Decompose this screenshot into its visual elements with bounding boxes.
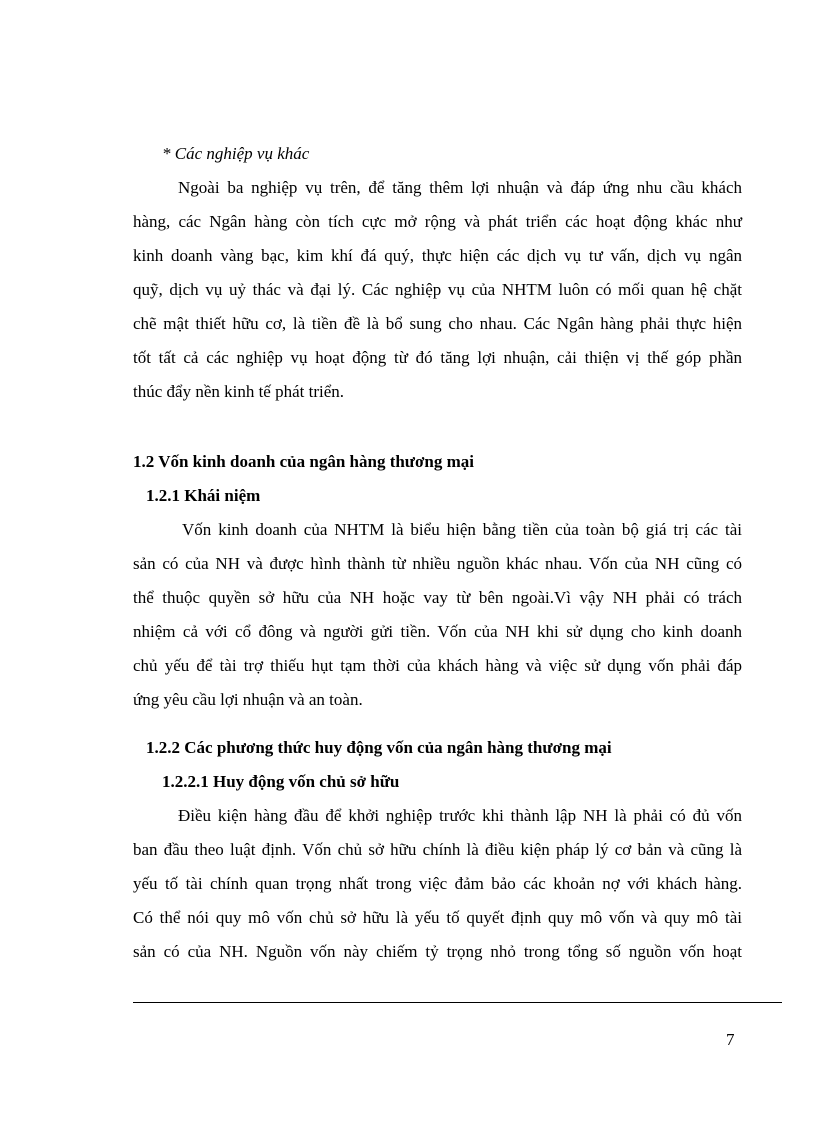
paragraph-line: ban đầu theo luật định. Vốn chủ sở hữu chính là điều kiện pháp lý cơ bản và cũng là [133, 840, 742, 859]
paragraph-line: sản có của NH. Nguồn vốn này chiếm tỷ trọng nhỏ trong tổng số nguồn vốn hoạt [133, 942, 742, 961]
paragraph-line: thúc đẩy nền kinh tế phát triển. [133, 382, 345, 401]
section-heading-1-2-2: 1.2.2 Các phương thức huy động vốn của ngân hàng thương mại [146, 738, 612, 757]
footer-divider [133, 1002, 782, 1003]
paragraph-line: tốt tất cả các nghiệp vụ hoạt động từ đó tăng lợi nhuận, cải thiện vị thế góp phần [133, 348, 742, 367]
paragraph-line: Có thể nói quy mô vốn chủ sở hữu là yếu tố quyết định quy mô vốn và quy mô tài [133, 908, 742, 927]
paragraph-line: Vốn kinh doanh của NHTM là biểu hiện bằng tiền của toàn bộ giá trị các tài [182, 520, 742, 539]
section-heading-1-2: 1.2 Vốn kinh doanh của ngân hàng thương mại [133, 452, 475, 471]
section-heading-other-services: * Các nghiệp vụ khác [162, 144, 310, 163]
paragraph-line: chẽ mật thiết hữu cơ, là tiền đề là bổ sung cho nhau. Các Ngân hàng phải thực hiện [133, 314, 742, 333]
paragraph-line: quỹ, dịch vụ uỷ thác và đại lý. Các nghiệp vụ của NHTM luôn có mối quan hệ chặt [133, 280, 742, 299]
paragraph-line: hàng, các Ngân hàng còn tích cực mở rộng và phát triển các hoạt động khác như [133, 212, 742, 231]
section-heading-1-2-1: 1.2.1 Khái niệm [146, 486, 261, 505]
page-number: 7 [726, 1030, 735, 1049]
paragraph-line: chủ yếu để tài trợ thiếu hụt tạm thời của khách hàng và việc sử dụng vốn phải đáp [133, 656, 742, 675]
paragraph-line: nhiệm cả với cổ đông và người gửi tiền. Vốn của NH khi sử dụng cho kinh doanh [133, 622, 742, 641]
section-heading-1-2-2-1: 1.2.2.1 Huy động vốn chủ sở hữu [162, 772, 400, 791]
paragraph-line: Điều kiện hàng đầu để khởi nghiệp trước khi thành lập NH là phải có đủ vốn [178, 806, 742, 825]
paragraph-line: Ngoài ba nghiệp vụ trên, để tăng thêm lợi nhuận và đáp ứng nhu cầu khách [178, 178, 742, 197]
paragraph-line: yếu tố tài chính quan trọng nhất trong việc đảm bảo các khoản nợ với khách hàng. [133, 874, 742, 893]
paragraph-line: sản có của NH và được hình thành từ nhiều nguồn khác nhau. Vốn của NH cũng có [133, 554, 742, 573]
paragraph-line: ứng yêu cầu lợi nhuận và an toàn. [133, 690, 363, 709]
paragraph-line: thể thuộc quyền sở hữu của NH hoặc vay từ bên ngoài.Vì vậy NH phải có trách [133, 588, 742, 607]
paragraph-line: kinh doanh vàng bạc, kim khí đá quý, thực hiện các dịch vụ tư vấn, dịch vụ ngân [133, 246, 742, 265]
